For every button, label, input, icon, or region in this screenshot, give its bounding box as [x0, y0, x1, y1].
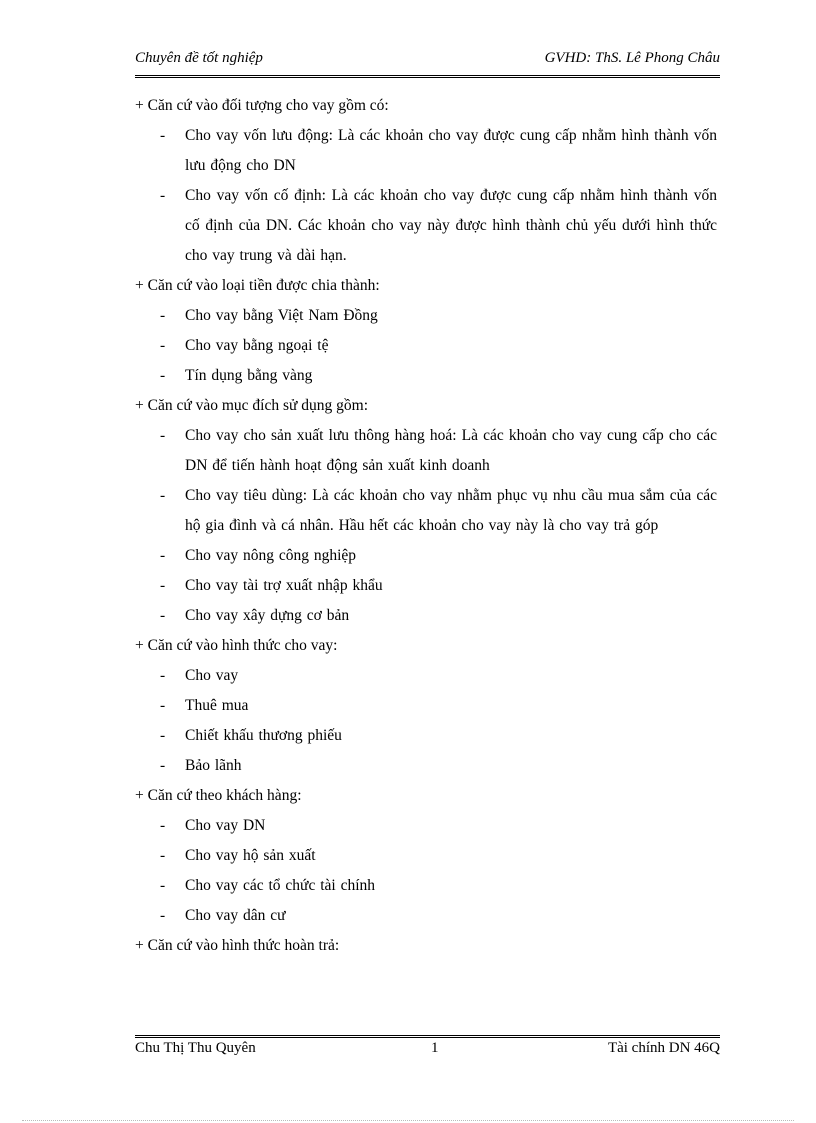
list-item-text: Cho vay tiêu dùng: Là các khoản cho vay nhằm phục vụ nhu cầu mua sắm của các hộ gia đình và cá nhân. Hầu hết các khoản cho vay này là cho vay trả góp — [185, 487, 717, 534]
list-item — [135, 331, 717, 361]
list-item — [135, 301, 717, 331]
dash-bullet: - — [160, 427, 166, 444]
list-item — [135, 421, 717, 481]
section-heading: + Căn cứ vào hình thức cho vay: — [135, 637, 338, 654]
list-item — [135, 811, 717, 841]
list-item — [135, 721, 717, 751]
list-item — [135, 571, 717, 601]
dash-bullet: - — [160, 607, 166, 624]
list-item-text: Cho vay dân cư — [185, 907, 286, 924]
section-heading: + Căn cứ vào loại tiền được chia thành: — [135, 277, 380, 294]
list-item — [135, 751, 717, 781]
dash-bullet: - — [160, 847, 166, 864]
dash-bullet: - — [160, 577, 166, 594]
footer-divider — [135, 1035, 720, 1038]
list-item-text: Cho vay các tổ chức tài chính — [185, 877, 376, 894]
header-divider — [135, 75, 720, 78]
dash-bullet: - — [160, 337, 166, 354]
section-currency-type — [135, 271, 717, 391]
section-loan-form — [135, 631, 717, 781]
list-item-text: Cho vay hộ sản xuất — [185, 847, 316, 864]
list-item-text: Cho vay vốn cố định: Là các khoản cho vay được cung cấp nhằm hình thành vốn cố định của DN. Các khoản cho vay này được hình thành chủ yếu dưới hình thức cho vay trung và dài hạn. — [185, 187, 717, 264]
list-item-text: Cho vay — [185, 667, 239, 684]
list-item-text: Cho vay nông công nghiệp — [185, 547, 357, 564]
dash-bullet: - — [160, 907, 166, 924]
page-number: 1 — [431, 1040, 439, 1056]
dash-bullet: - — [160, 487, 166, 504]
dash-bullet: - — [160, 727, 166, 744]
section-loan-object — [135, 91, 717, 271]
list-item — [135, 541, 717, 571]
footer-author: Chu Thị Thu Quyên — [135, 1040, 256, 1056]
list-item-text: Cho vay DN — [185, 817, 266, 834]
dash-bullet: - — [160, 667, 166, 684]
dash-bullet: - — [160, 817, 166, 834]
list-item — [135, 361, 717, 391]
section-customer — [135, 781, 717, 931]
dash-bullet: - — [160, 187, 166, 204]
list-item — [135, 481, 717, 541]
section-repayment — [135, 931, 717, 961]
dash-bullet: - — [160, 127, 166, 144]
section-heading: + Căn cứ vào đối tượng cho vay gồm có: — [135, 97, 389, 114]
list-item — [135, 121, 717, 181]
list-item-text: Cho vay tài trợ xuất nhập khẩu — [185, 577, 383, 594]
section-heading: + Căn cứ theo khách hàng: — [135, 787, 302, 804]
document-body — [135, 91, 717, 961]
list-item-text: Cho vay cho sản xuất lưu thông hàng hoá: Là các khoản cho vay cung cấp cho các DN để tiến hành hoạt động sản xuất kinh doanh — [185, 427, 717, 474]
page-header — [135, 46, 720, 74]
section-purpose — [135, 391, 717, 631]
header-topic: Chuyên đề tốt nghiệp — [135, 50, 263, 66]
list-item — [135, 661, 717, 691]
list-item-text: Chiết khấu thương phiếu — [185, 727, 342, 744]
dash-bullet: - — [160, 877, 166, 894]
list-item-text: Cho vay vốn lưu động: Là các khoản cho vay được cung cấp nhằm hình thành vốn lưu động cho DN — [185, 127, 717, 174]
list-item — [135, 691, 717, 721]
dash-bullet: - — [160, 697, 166, 714]
list-item-text: Thuê mua — [185, 697, 249, 714]
dash-bullet: - — [160, 307, 166, 324]
list-item-text: Cho vay xây dựng cơ bản — [185, 607, 350, 624]
dash-bullet: - — [160, 547, 166, 564]
list-item — [135, 841, 717, 871]
list-item-text: Bảo lãnh — [185, 757, 242, 774]
dash-bullet: - — [160, 757, 166, 774]
list-item — [135, 181, 717, 271]
list-item — [135, 871, 717, 901]
list-item-text: Tín dụng bằng vàng — [185, 367, 313, 384]
dash-bullet: - — [160, 367, 166, 384]
section-heading: + Căn cứ vào hình thức hoàn trả: — [135, 937, 340, 954]
section-heading: + Căn cứ vào mục đích sử dụng gồm: — [135, 397, 369, 414]
header-advisor: GVHD: ThS. Lê Phong Châu — [544, 50, 720, 66]
page-bottom-border — [22, 1120, 794, 1121]
list-item — [135, 901, 717, 931]
list-item-text: Cho vay bằng Việt Nam Đồng — [185, 307, 378, 324]
list-item — [135, 601, 717, 631]
list-item-text: Cho vay bằng ngoại tệ — [185, 337, 329, 354]
footer-class: Tài chính DN 46Q — [607, 1040, 720, 1056]
